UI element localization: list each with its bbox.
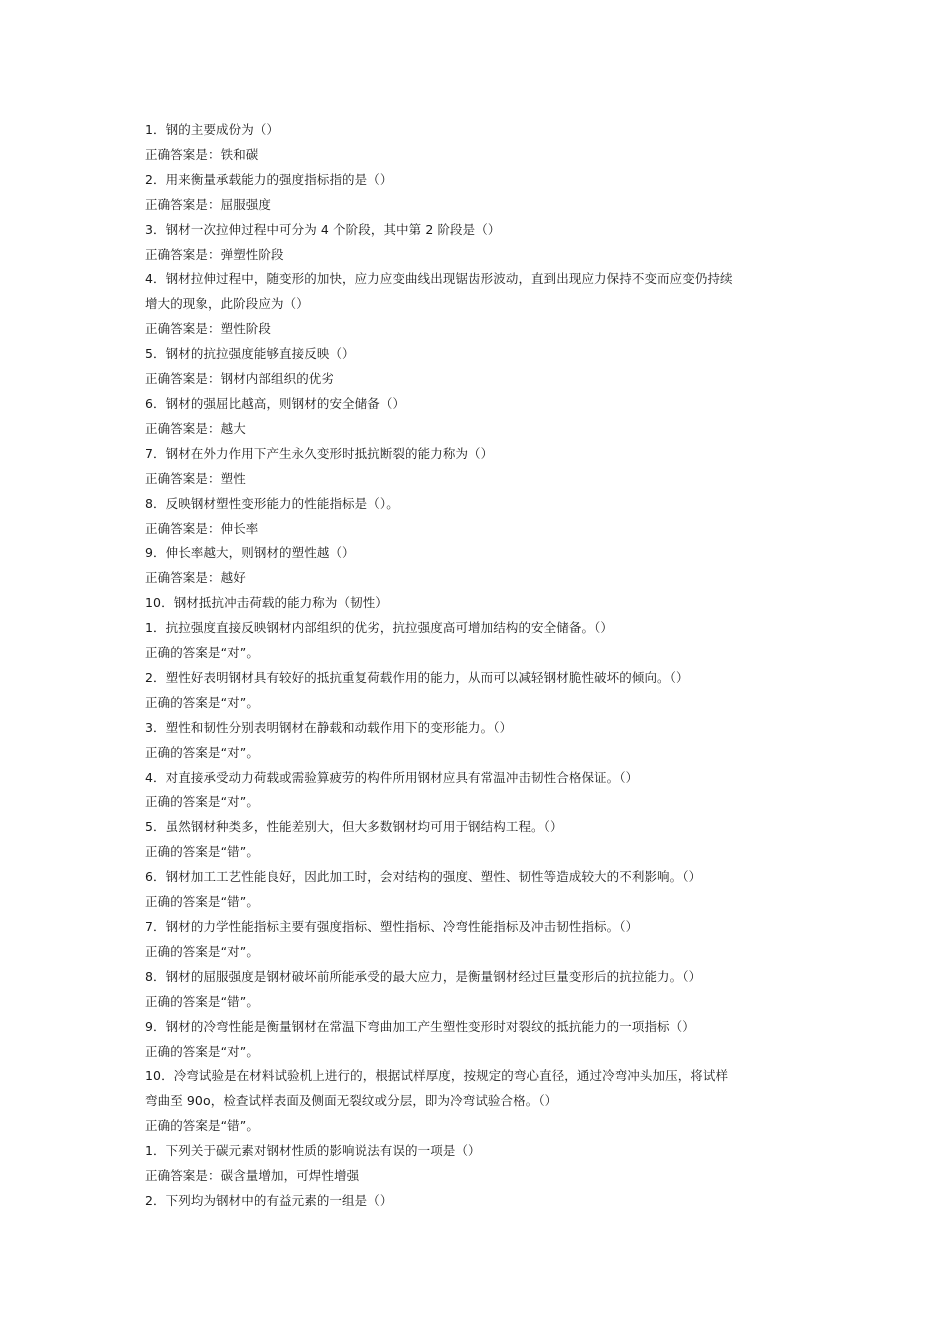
answer-line: 正确的答案是“对”。 xyxy=(145,1043,259,1059)
question-line: 6．钢材加工工艺性能良好，因此加工时，会对结构的强度、塑性、韧性等造成较大的不利影响。（） xyxy=(145,869,702,885)
answer-line: 正确的答案是“错”。 xyxy=(145,1118,259,1134)
question-line: 5．虽然钢材种类多，性能差别大，但大多数钢材均可用于钢结构工程。（） xyxy=(145,819,563,835)
question-line: 2．用来衡量承载能力的强度指标指的是（） xyxy=(145,171,393,187)
question-line: 5．钢材的抗拉强度能够直接反映（） xyxy=(145,346,355,362)
question-line: 10．钢材抵抗冲击荷载的能力称为（韧性） xyxy=(145,595,388,611)
answer-line: 正确答案是：碳含量增加，可焊性增强 xyxy=(145,1168,360,1184)
answer-line: 正确的答案是“对”。 xyxy=(145,645,259,661)
question-line: 2．下列均为钢材中的有益元素的一组是（） xyxy=(145,1192,393,1208)
question-line: 8．反映钢材塑性变形能力的性能指标是（）。 xyxy=(145,495,399,511)
question-line: 8．钢材的屈服强度是钢材破坏前所能承受的最大应力，是衡量钢材经过巨量变形后的抗拉能力。（） xyxy=(145,968,702,984)
answer-line: 正确答案是：弹塑性阶段 xyxy=(145,246,284,262)
answer-line: 正确答案是：塑性阶段 xyxy=(145,321,272,337)
answer-line: 正确答案是：伸长率 xyxy=(145,520,259,536)
question-line: 9．伸长率越大，则钢材的塑性越（） xyxy=(145,545,355,561)
answer-line: 正确答案是：越大 xyxy=(145,420,246,436)
question-line: 2．塑性好表明钢材具有较好的抵抗重复荷载作用的能力，从而可以减轻钢材脆性破坏的倾向。（） xyxy=(145,669,689,685)
question-line-continued: 增大的现象，此阶段应为（） xyxy=(145,296,309,312)
question-line: 10．冷弯试验是在材料试验机上进行的，根据试样厚度，按规定的弯心直径，通过冷弯冲头加压，将试样 xyxy=(145,1068,729,1084)
answer-line: 正确的答案是“对”。 xyxy=(145,744,259,760)
answer-line: 正确答案是：屈服强度 xyxy=(145,196,272,212)
question-line: 7．钢材在外力作用下产生永久变形时抵抗断裂的能力称为（） xyxy=(145,445,494,461)
question-line: 4．钢材拉伸过程中，随变形的加快，应力应变曲线出现锯齿形波动，直到出现应力保持不变而应变仍持续 xyxy=(145,271,733,287)
answer-line: 正确的答案是“错”。 xyxy=(145,844,259,860)
answer-line: 正确答案是：铁和碳 xyxy=(145,146,259,162)
answer-line: 正确的答案是“错”。 xyxy=(145,894,259,910)
answer-line: 正确的答案是“对”。 xyxy=(145,943,259,959)
question-line: 3．塑性和韧性分别表明钢材在静载和动载作用下的变形能力。（） xyxy=(145,719,513,735)
answer-line: 正确答案是：越好 xyxy=(145,570,246,586)
question-line: 4．对直接承受动力荷载或需验算疲劳的构件所用钢材应具有常温冲击韧性合格保证。（） xyxy=(145,769,639,785)
question-line: 6．钢材的强屈比越高，则钢材的安全储备（） xyxy=(145,395,406,411)
question-line: 7．钢材的力学性能指标主要有强度指标、塑性指标、冷弯性能指标及冲击韧性指标。（） xyxy=(145,919,639,934)
answer-line: 正确的答案是“对”。 xyxy=(145,794,259,810)
question-line-continued: 弯曲至 90o，检查试样表面及侧面无裂纹或分层，即为冷弯试验合格。（） xyxy=(145,1093,558,1109)
question-line: 1．钢的主要成份为（） xyxy=(145,122,280,137)
answer-line: 正确的答案是“对”。 xyxy=(145,694,259,710)
question-line: 9．钢材的冷弯性能是衡量钢材在常温下弯曲加工产生塑性变形时对裂纹的抵抗能力的一项指标（） xyxy=(145,1018,695,1034)
document-body xyxy=(145,118,810,1214)
question-line: 1．抗拉强度直接反映钢材内部组织的优劣，抗拉强度高可增加结构的安全储备。（） xyxy=(145,620,614,636)
question-line: 3．钢材一次拉伸过程中可分为 4 个阶段，其中第 2 阶段是（） xyxy=(145,221,501,237)
answer-line: 正确的答案是“错”。 xyxy=(145,993,259,1009)
answer-line: 正确答案是：塑性 xyxy=(145,470,246,486)
question-line: 1．下列关于碳元素对钢材性质的影响说法有误的一项是（） xyxy=(145,1143,481,1159)
answer-line: 正确答案是：钢材内部组织的优劣 xyxy=(145,371,335,387)
